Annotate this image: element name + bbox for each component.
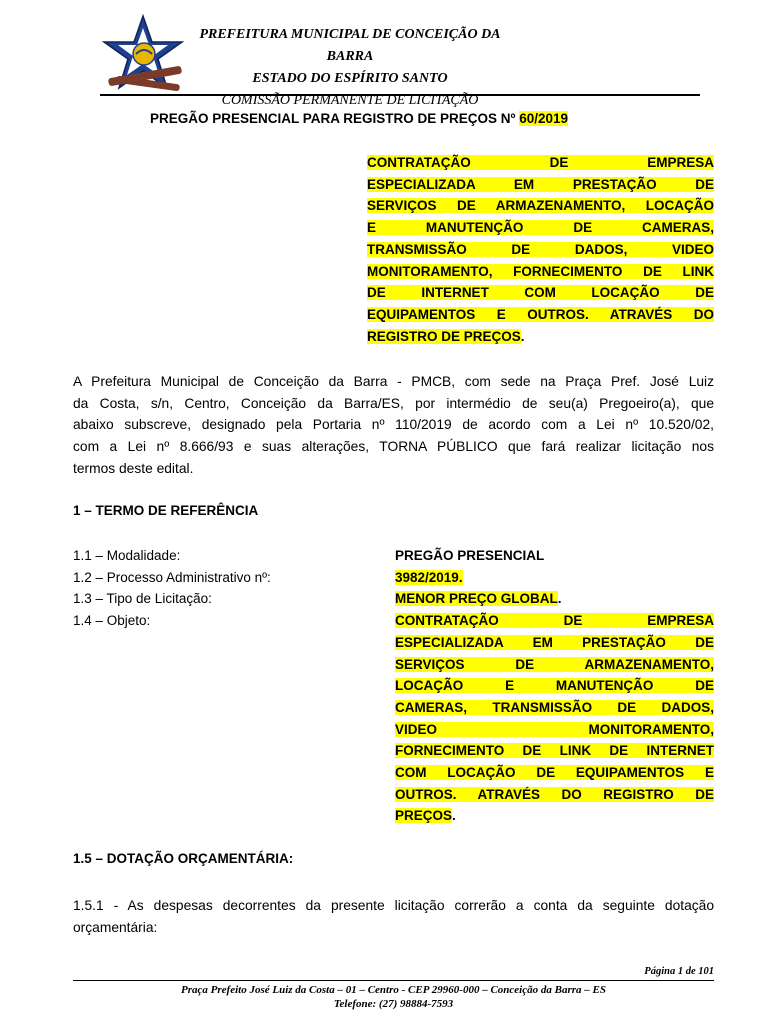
footer	[73, 983, 714, 1011]
label-processo: 1.2 – Processo Administrativo nº:	[73, 569, 271, 585]
page-number: Página 1 de 101	[644, 966, 714, 977]
value-processo: 3982/2019.	[395, 569, 463, 585]
object-summary: CONTRATAÇÃO DE EMPRESA ESPECIALIZADA EM PRESTAÇÃO DE SERVIÇOS DE ARMAZENAMENTO, LOCAÇÃO E MANUTENÇÃO DE CAMERAS, TRANSMISSÃO DE DADOS, VIDEO MONITORAMENTO, FORNECIMENTO DE LINK DE INTERNET COM LOCAÇÃO DE EQUIPAMENTOS E OUTROS. ATRAVÉS DO REGISTRO DE PREÇOS.	[367, 155, 714, 344]
field-values: PREGÃO PRESENCIAL 3982/2019. MENOR PREÇO GLOBAL. CONTRATAÇÃO DE EMPRESA ESPECIALIZADA EM PRESTAÇÃO DE SERVIÇOS DE ARMAZENAMENTO, LOCAÇÃO E MANUTENÇÃO DE CAMERAS, TRANSMISSÃO DE DADOS, VIDEO MONITORAMENTO, FORNECIMENTO DE LINK DE INTERNET COM LOCAÇÃO DE EQUIPAMENTOS E OUTROS. ATRAVÉS DO REGISTRO DE PREÇOS.	[395, 545, 714, 827]
letterhead	[180, 24, 520, 112]
object-line: EQUIPAMENTOS E OUTROS. ATRAVÉS DO	[367, 306, 714, 322]
object-line: REGISTRO DE PREÇOS	[367, 328, 521, 344]
section-title-termo: 1 – TERMO DE REFERÊNCIA	[73, 503, 259, 518]
title-number: 60/2019	[519, 111, 569, 126]
document-title	[150, 110, 568, 128]
label-tipo: 1.3 – Tipo de Licitação:	[73, 591, 212, 607]
object-line: TRANSMISSÃO DE DADOS, VIDEO	[367, 241, 714, 257]
header-commission: COMISSÃO PERMANENTE DE LICITAÇÃO	[221, 93, 479, 108]
objeto-line: COM LOCAÇÃO DE EQUIPAMENTOS E	[395, 765, 714, 781]
budget-paragraph	[73, 895, 714, 938]
object-line: SERVIÇOS DE ARMAZENAMENTO, LOCAÇÃO	[367, 198, 714, 214]
objeto-line: CONTRATAÇÃO DE EMPRESA	[395, 613, 714, 629]
object-line: MONITORAMENTO, FORNECIMENTO DE LINK	[367, 263, 714, 279]
objeto-line: CAMERAS, TRANSMISSÃO DE DADOS,	[395, 699, 714, 715]
footer-divider	[73, 980, 714, 981]
section-title-dotacao: 1.5 – DOTAÇÃO ORÇAMENTÁRIA:	[73, 851, 294, 866]
objeto-line: OUTROS. ATRAVÉS DO REGISTRO DE	[395, 786, 714, 802]
objeto-line: VIDEO MONITORAMENTO,	[395, 721, 714, 737]
header-municipality: PREFEITURA MUNICIPAL DE CONCEIÇÃO DA BARRA	[199, 27, 501, 64]
paragraph-line: 1.5.1 - As despesas decorrentes da presente licitação correrão a conta da seguinte dotação	[73, 898, 714, 913]
objeto-line: FORNECIMENTO DE LINK DE INTERNET	[395, 743, 714, 759]
object-line: DE INTERNET COM LOCAÇÃO DE	[367, 285, 714, 301]
paragraph-line: orçamentária:	[73, 919, 158, 935]
paragraph-line: termos deste edital.	[73, 460, 194, 476]
footer-address: Praça Prefeito José Luiz da Costa – 01 – Centro - CEP 29960-000 – Conceição da Barra – ES	[181, 984, 606, 996]
objeto-line: LOCAÇÃO E MANUTENÇÃO DE	[395, 678, 714, 694]
star-crest-icon	[98, 14, 188, 94]
value-tipo: MENOR PREÇO GLOBAL	[395, 591, 558, 607]
footer-phone: Telefone: (27) 98884-7593	[333, 998, 454, 1010]
title-prefix: PREGÃO PRESENCIAL PARA REGISTRO DE PREÇOS Nº	[150, 111, 520, 126]
objeto-line: SERVIÇOS DE ARMAZENAMENTO,	[395, 656, 714, 672]
label-modalidade: 1.1 – Modalidade:	[73, 548, 181, 563]
object-line: E MANUTENÇÃO DE CAMERAS,	[367, 220, 714, 236]
object-line: CONTRATAÇÃO DE EMPRESA	[367, 155, 714, 170]
header-state: ESTADO DO ESPÍRITO SANTO	[252, 71, 448, 86]
objeto-line: ESPECIALIZADA EM PRESTAÇÃO DE	[395, 634, 714, 650]
label-objeto: 1.4 – Objeto:	[73, 613, 151, 629]
intro-paragraph	[73, 371, 714, 480]
field-labels	[73, 545, 271, 632]
paragraph-line: com a Lei nº 8.666/93 e suas alterações, TORNA PÚBLICO que fará realizar licitação nos	[73, 439, 714, 455]
objeto-line: PREÇOS	[395, 808, 453, 824]
value-modalidade: PREGÃO PRESENCIAL	[395, 548, 545, 563]
paragraph-line: A Prefeitura Municipal de Conceição da Barra - PMCB, com sede na Praça Pref. José Luiz	[73, 374, 714, 389]
object-line: ESPECIALIZADA EM PRESTAÇÃO DE	[367, 176, 714, 192]
paragraph-line: abaixo subscreve, designado pela Portaria nº 110/2019 de acordo com a Lei nº 10.520/02,	[73, 417, 714, 433]
paragraph-line: da Costa, s/n, Centro, Conceição da Barra/ES, por intermédio de seu(a) Pregoeiro(a), que	[73, 395, 714, 411]
header-divider	[100, 94, 700, 96]
